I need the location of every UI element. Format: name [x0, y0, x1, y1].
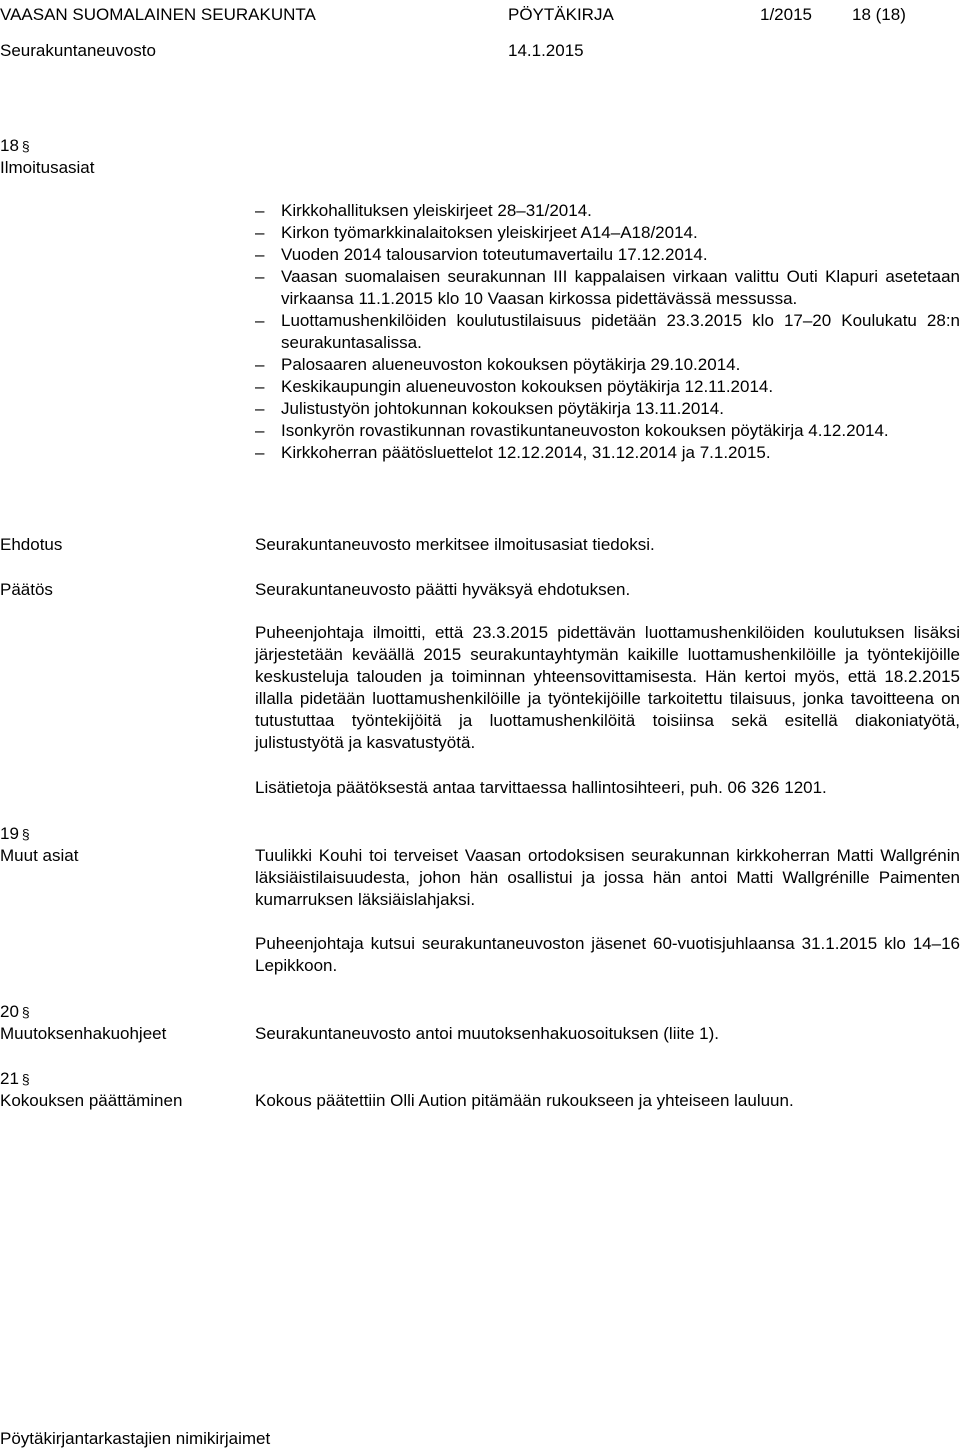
header-doc-type: PÖYTÄKIRJA — [508, 5, 614, 24]
list-item-text: Kirkon työmarkkinalaitoksen yleiskirjeet A14–A18/2014. — [281, 223, 698, 242]
list-item — [255, 266, 960, 310]
section-mark: § — [21, 826, 30, 842]
ehdotus-label: Ehdotus — [0, 535, 63, 554]
dash-bullet: – — [255, 223, 265, 242]
list-item — [255, 442, 960, 464]
section-18-heading — [0, 135, 94, 179]
dash-bullet: – — [255, 267, 265, 286]
notification-list — [255, 200, 960, 464]
dash-bullet: – — [255, 399, 265, 418]
list-item-text: Luottamushenkilöiden koulutustilaisuus pidetään 23.3.2015 klo 17–20 Koulukatu 28:n seurakuntasalissa. — [281, 311, 960, 352]
section-title: Muutoksenhakuohjeet — [0, 1024, 167, 1043]
section-mark: § — [21, 138, 30, 154]
list-item-text: Vaasan suomalaisen seurakunnan III kappalaisen virkaan valittu Outi Klapuri asetetaan virkaansa 11.1.2015 klo 10 Vaasan kirkossa pidettävässä messussa. — [281, 267, 960, 308]
section-number: 19 — [0, 824, 19, 843]
list-item — [255, 376, 960, 398]
section-title: Muut asiat — [0, 846, 79, 865]
section-number: 18 — [0, 136, 19, 155]
section-mark: § — [21, 1004, 30, 1020]
header-page-number: 18 (18) — [852, 5, 906, 24]
section-title: Kokouksen päättäminen — [0, 1091, 183, 1110]
list-item — [255, 244, 960, 266]
section-mark: § — [21, 1071, 30, 1087]
dash-bullet: – — [255, 355, 265, 374]
appeal-text: Seurakuntaneuvosto antoi muutoksenhakuosoituksen (liite 1). — [255, 1024, 720, 1043]
list-item-text: Kirkkohallituksen yleiskirjeet 28–31/2014. — [281, 201, 592, 220]
header-org: VAASAN SUOMALAINEN SEURAKUNTA — [0, 5, 316, 24]
dash-bullet: – — [255, 377, 265, 396]
dash-bullet: – — [255, 311, 265, 330]
paatos-label: Päätös — [0, 580, 53, 599]
section-19-number-line — [0, 823, 78, 845]
closing-text: Kokous päätettiin Olli Aution pitämään rukoukseen ja yhteiseen lauluun. — [255, 1091, 794, 1110]
section-19-heading — [0, 823, 78, 867]
list-item-text: Keskikaupungin alueneuvoston kokouksen pöytäkirja 12.11.2014. — [281, 377, 774, 396]
list-item — [255, 310, 960, 354]
greetings-paragraph: Tuulikki Kouhi toi terveiset Vaasan ortodoksisen seurakunnan kirkkoherran Matti Wallgrénin läksiäistilaisuudesta, johon hän osallistui ja jossa hän antoi Matti Wallgrénille Paimenten kumarruksen läksiäislahjaksi. — [255, 846, 960, 909]
section-number: 21 — [0, 1069, 19, 1088]
list-item — [255, 398, 960, 420]
header-body: Seurakuntaneuvosto — [0, 41, 156, 60]
section-number: 20 — [0, 1002, 19, 1021]
list-item — [255, 200, 960, 222]
header-date: 14.1.2015 — [508, 41, 584, 60]
section-title: Ilmoitusasiat — [0, 158, 95, 177]
list-item-text: Palosaaren alueneuvoston kokouksen pöytäkirja 29.10.2014. — [281, 355, 741, 374]
list-item-text: Julistustyön johtokunnan kokouksen pöytäkirja 13.11.2014. — [281, 399, 724, 418]
list-item-text: Kirkkoherran päätösluettelot 12.12.2014, 31.12.2014 ja 7.1.2015. — [281, 443, 771, 462]
section-20-heading — [0, 1001, 166, 1045]
dash-bullet: – — [255, 421, 265, 440]
list-item — [255, 222, 960, 244]
paatos-paragraph: Puheenjohtaja ilmoitti, että 23.3.2015 pidettävän luottamushenkilöiden koulutuksen lisäksi järjestetään keväällä 2015 seurakuntayhtymän kaikille luottamushenkilöille ja työntekijöille keskusteluja talouden ja toiminnan yhteensovittamisesta. Hän kertoi myös, että 18.2.2015 illalla pidetään luottamushenkilöille ja työntekijöille tarkoitettu tilaisuus, jonka tavoitteena on tutustuttaa työntekijöitä ja luottamushenkilöitä toisiinsa sekä esitellä diakoniatyötä, julistustyötä ja kasvatustyötä. — [255, 623, 960, 752]
dash-bullet: – — [255, 245, 265, 264]
paatos-text: Seurakuntaneuvosto päätti hyväksyä ehdotuksen. — [255, 580, 631, 599]
list-item — [255, 354, 960, 376]
list-item — [255, 420, 960, 442]
contact-paragraph: Lisätietoja päätöksestä antaa tarvittaessa hallintosihteeri, puh. 06 326 1201. — [255, 778, 827, 797]
section-21-heading — [0, 1068, 182, 1112]
ehdotus-text: Seurakuntaneuvosto merkitsee ilmoitusasiat tiedoksi. — [255, 535, 655, 554]
list-item-text: Vuoden 2014 talousarvion toteutumavertailu 17.12.2014. — [281, 245, 708, 264]
invitation-paragraph: Puheenjohtaja kutsui seurakuntaneuvoston jäsenet 60-vuotisjuhlaansa 31.1.2015 klo 14–16 Lepikkoon. — [255, 934, 960, 975]
section-20-number-line — [0, 1001, 166, 1023]
dash-bullet: – — [255, 443, 265, 462]
section-21-number-line — [0, 1068, 182, 1090]
section-18-number-line — [0, 135, 94, 157]
footer-initials-label: Pöytäkirjantarkastajien nimikirjaimet — [0, 1429, 271, 1448]
list-item-text: Isonkyrön rovastikunnan rovastikuntaneuvoston kokouksen pöytäkirja 4.12.2014. — [281, 421, 889, 440]
dash-bullet: – — [255, 201, 265, 220]
header-doc-number: 1/2015 — [760, 5, 812, 24]
